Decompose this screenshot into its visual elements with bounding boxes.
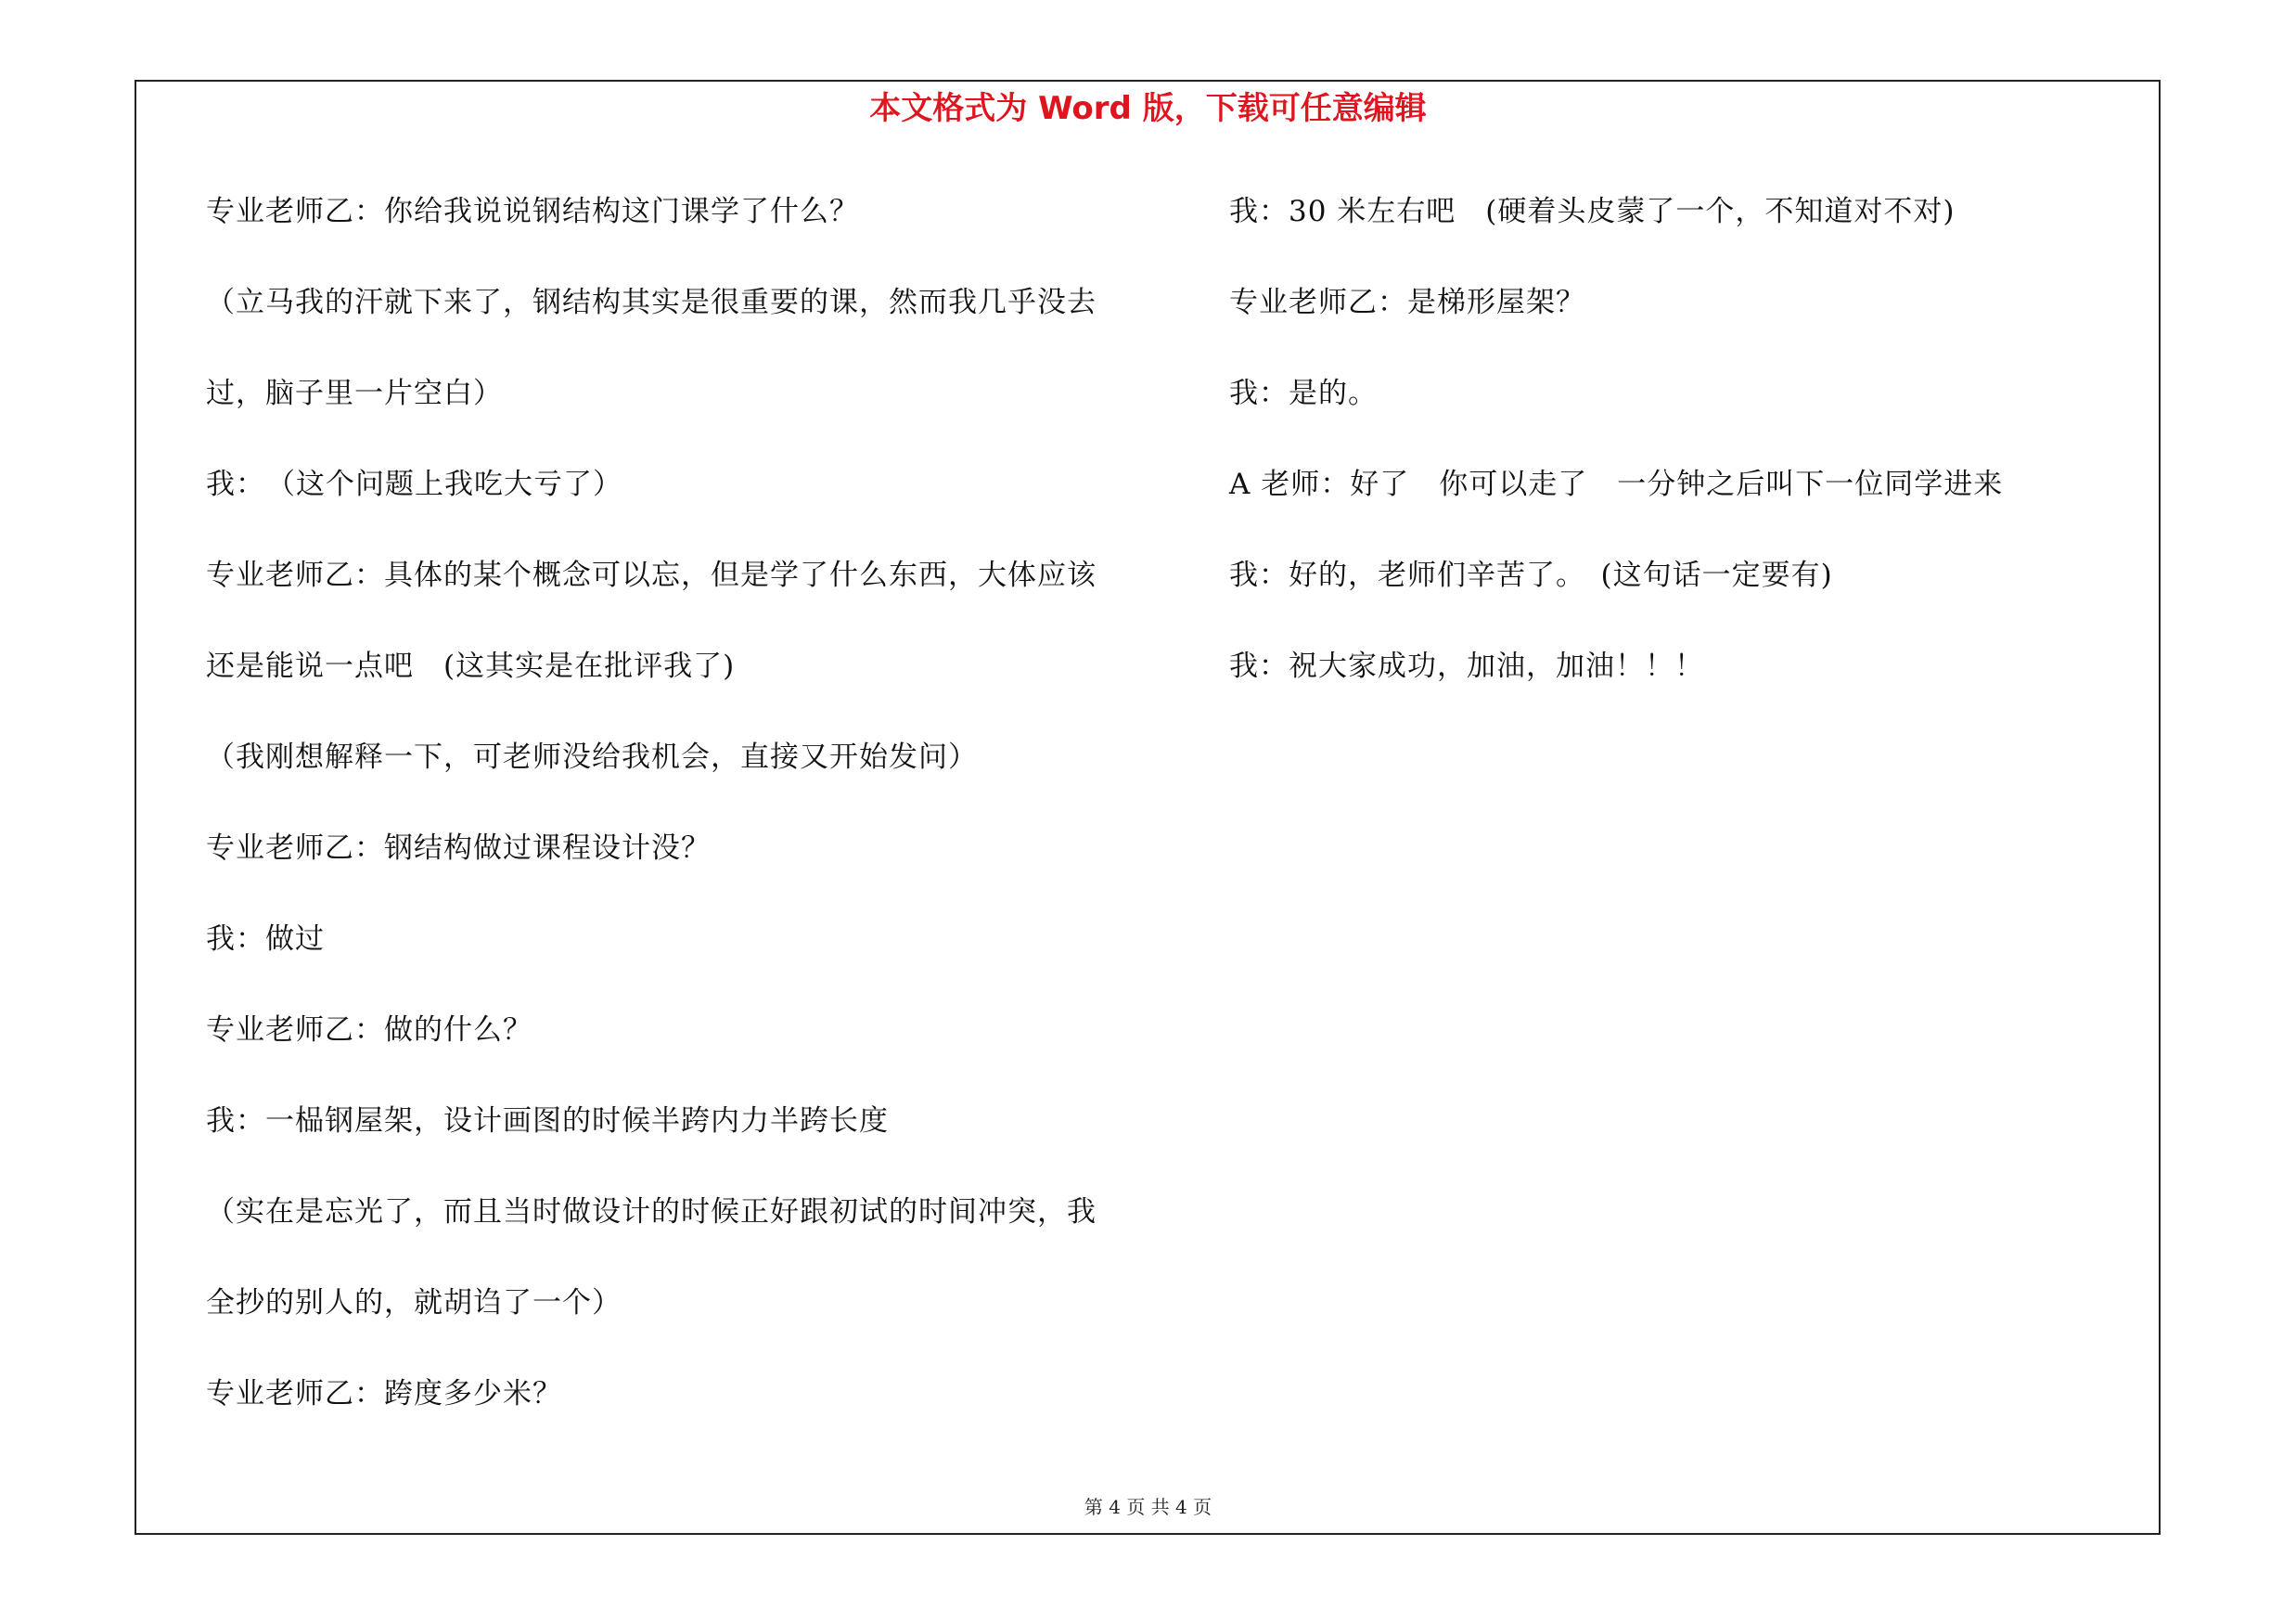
text-line: 专业老师乙：具体的某个概念可以忘，但是学了什么东西，大体应该 bbox=[206, 559, 1097, 592]
text-line: 我： （这个问题上我吃大亏了） bbox=[206, 468, 622, 501]
text-line: 我：做过 bbox=[206, 922, 325, 956]
text-line: 全抄的别人的，就胡诌了一个） bbox=[206, 1286, 622, 1320]
text-line: 我：一榀钢屋架，设计画图的时候半跨内力半跨长度 bbox=[206, 1104, 889, 1138]
text-line: 我：好的，老师们辛苦了。 (这句话一定要有) bbox=[1229, 559, 1833, 592]
text-line: 过，脑子里一片空白） bbox=[206, 377, 503, 410]
text-line: （立马我的汗就下来了，钢结构其实是很重要的课，然而我几乎没去 bbox=[206, 286, 1097, 319]
text-line: 我：祝大家成功，加油，加油！！！ bbox=[1229, 650, 1704, 683]
text-line: 专业老师乙：钢结构做过课程设计没？ bbox=[206, 831, 711, 865]
header-banner: 本文格式为 Word 版，下载可任意编辑 bbox=[869, 90, 1427, 127]
page-footer: 第 4 页 共 4 页 bbox=[1084, 1496, 1212, 1518]
text-line: 专业老师乙：你给我说说钢结构这门课学了什么？ bbox=[206, 195, 859, 228]
text-line: 我：30 米左右吧 (硬着头皮蒙了一个，不知道对不对) bbox=[1229, 195, 1956, 228]
text-line: 还是能说一点吧 (这其实是在批评我了) bbox=[206, 650, 736, 683]
text-line: 专业老师乙：是梯形屋架？ bbox=[1229, 286, 1585, 319]
text-line: （实在是忘光了，而且当时做设计的时候正好跟初试的时间冲突，我 bbox=[206, 1195, 1097, 1229]
text-line: A 老师：好了 你可以走了 一分钟之后叫下一位同学进来 bbox=[1229, 468, 2004, 501]
text-line: 专业老师乙：做的什么？ bbox=[206, 1013, 532, 1047]
text-line: （我刚想解释一下，可老师没给我机会，直接又开始发问） bbox=[206, 741, 978, 774]
right-column bbox=[1229, 184, 2110, 729]
text-line: 专业老师乙：跨度多少米？ bbox=[206, 1377, 562, 1410]
text-line: 我：是的。 bbox=[1229, 377, 1378, 410]
left-column bbox=[206, 184, 1143, 1457]
